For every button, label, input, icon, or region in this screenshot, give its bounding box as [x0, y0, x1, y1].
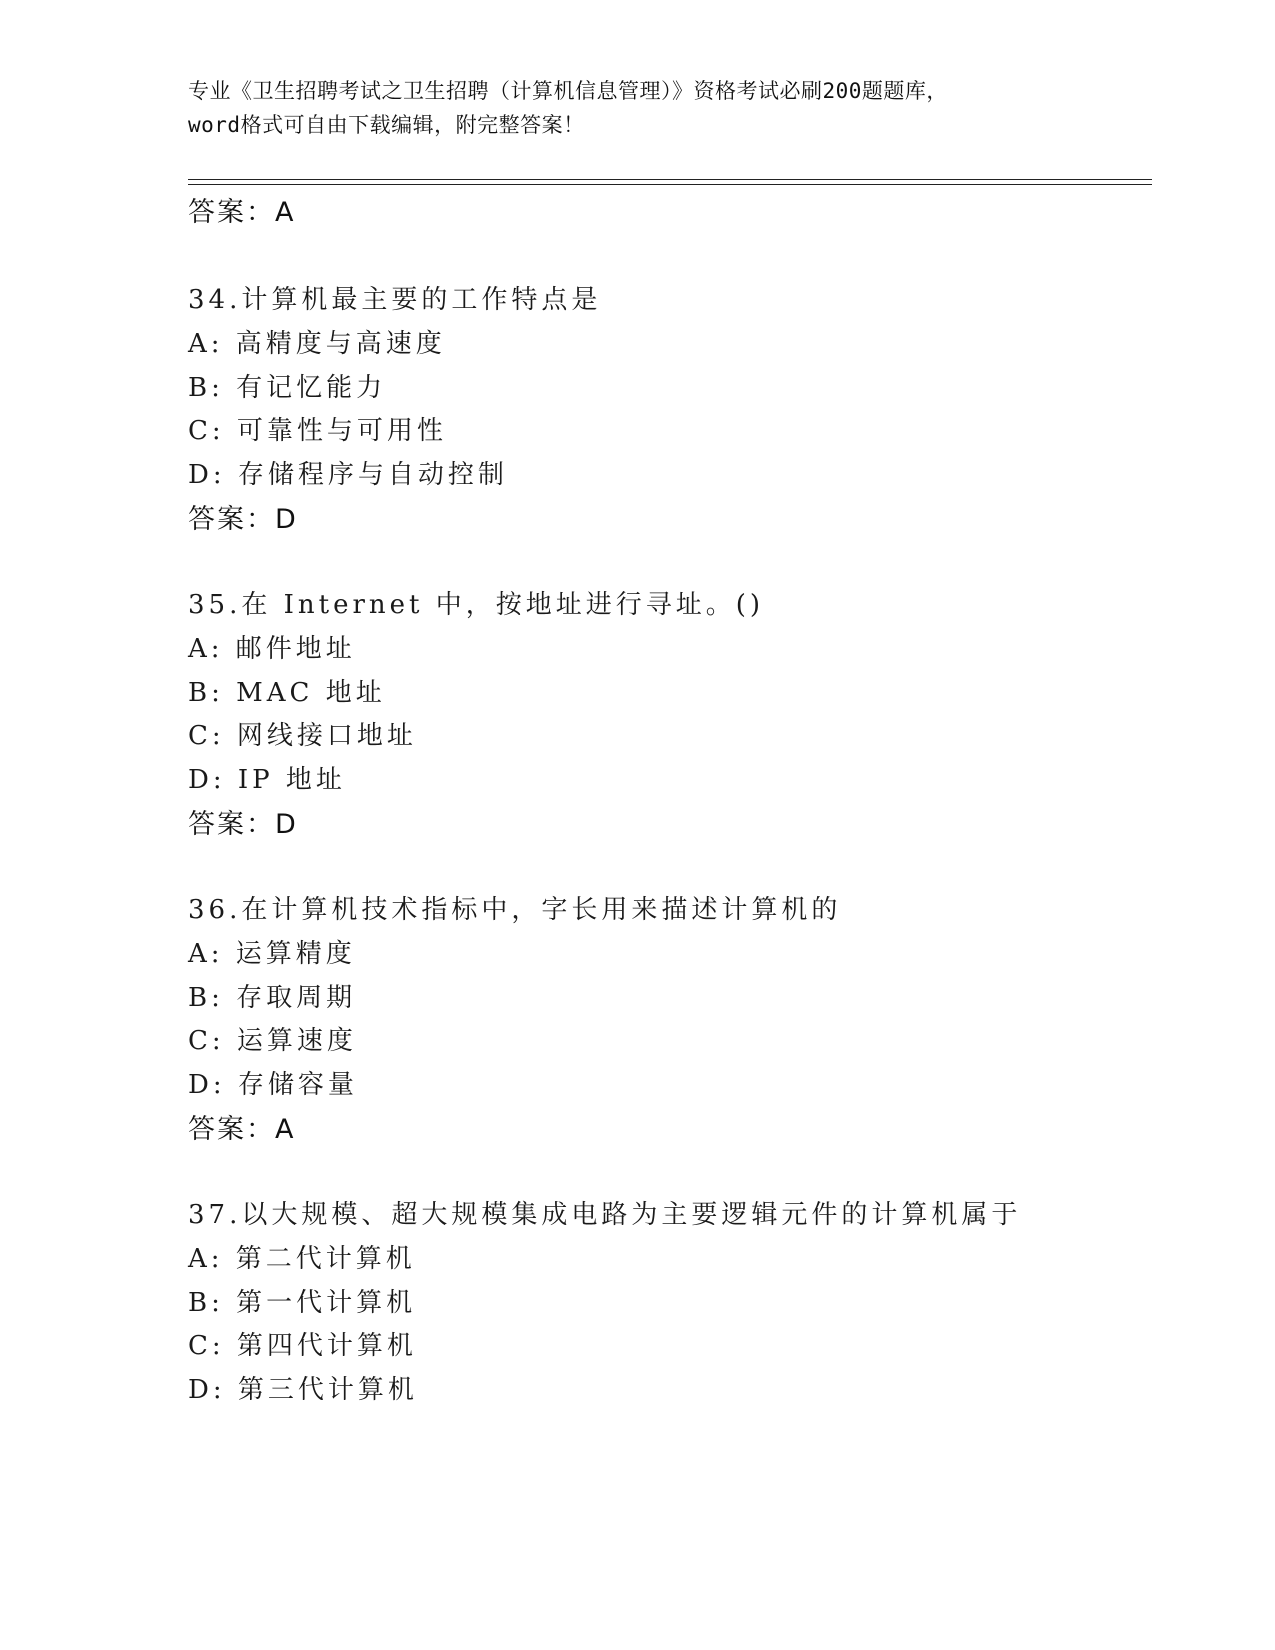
question-37-option-c: C: 第四代计算机	[188, 1331, 417, 1361]
header-divider-top	[188, 179, 1152, 180]
question-35-stem: 35.在 Internet 中，按地址进行寻址。()	[188, 590, 765, 620]
question-37-option-d: D: 第三代计算机	[188, 1375, 418, 1405]
question-35-answer: 答案：D	[188, 809, 298, 840]
question-34-option-d: D: 存储程序与自动控制	[188, 460, 508, 490]
question-34-stem: 34.计算机最主要的工作特点是	[188, 285, 602, 315]
document-header	[188, 74, 1088, 142]
question-35-option-a: A: 邮件地址	[188, 634, 356, 664]
question-34-answer: 答案：D	[188, 504, 298, 535]
question-34-option-c: C: 可靠性与可用性	[188, 416, 447, 446]
question-36-option-c: C: 运算速度	[188, 1026, 357, 1056]
question-34-option-a: A: 高精度与高速度	[188, 329, 446, 359]
question-35-option-b: B: MAC 地址	[188, 678, 386, 708]
previous-answer: 答案：A	[188, 197, 296, 228]
question-36-option-a: A: 运算精度	[188, 939, 356, 969]
question-36-answer: 答案：A	[188, 1114, 296, 1145]
question-35-option-d: D: IP 地址	[188, 765, 346, 795]
question-34-option-b: B: 有记忆能力	[188, 373, 387, 403]
question-35-option-c: C: 网线接口地址	[188, 721, 417, 751]
question-37-option-b: B: 第一代计算机	[188, 1288, 417, 1318]
header-line-1: 专业《卫生招聘考试之卫生招聘（计算机信息管理）》资格考试必刷200题题库，	[188, 79, 948, 103]
question-36-stem: 36.在计算机技术指标中，字长用来描述计算机的	[188, 895, 842, 925]
question-36-option-d: D: 存储容量	[188, 1070, 358, 1100]
header-divider-bottom	[188, 184, 1152, 185]
header-line-2: word格式可自由下载编辑，附完整答案！	[188, 113, 585, 137]
question-36-option-b: B: 存取周期	[188, 983, 357, 1013]
question-37-stem: 37.以大规模、超大规模集成电路为主要逻辑元件的计算机属于	[188, 1200, 1022, 1230]
question-37-option-a: A: 第二代计算机	[188, 1244, 416, 1274]
